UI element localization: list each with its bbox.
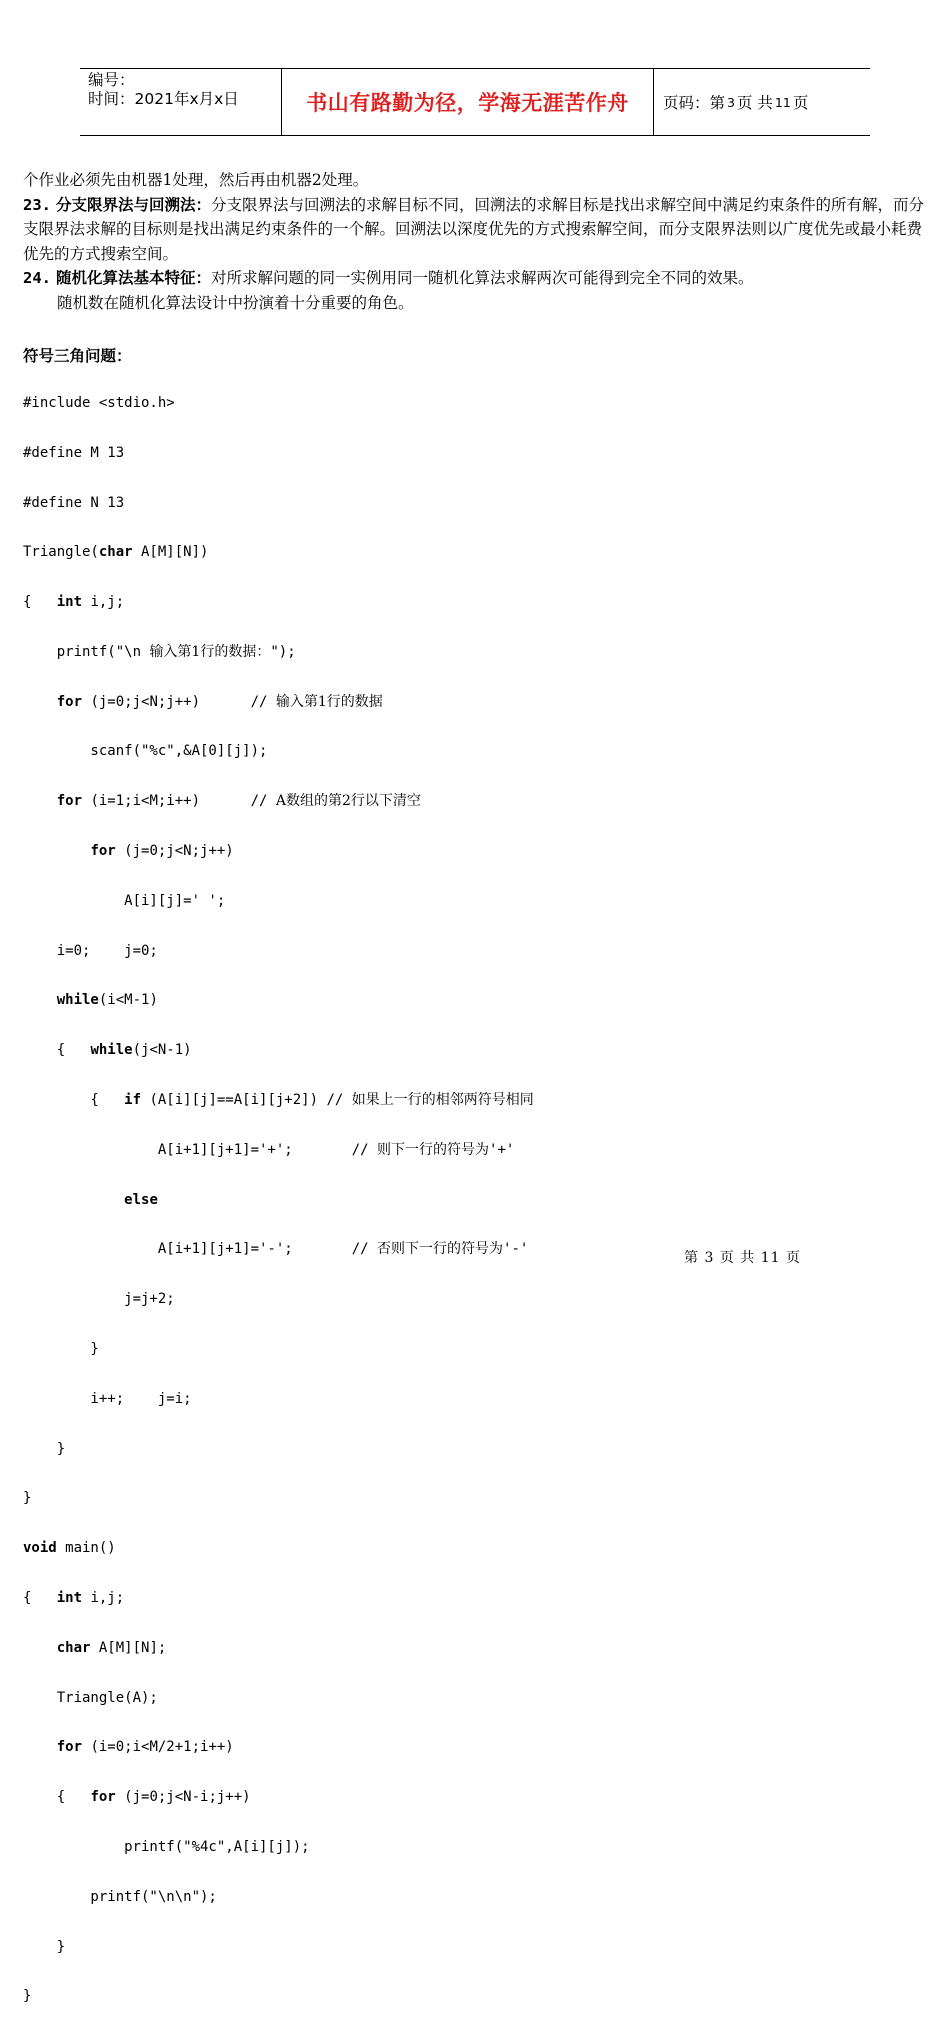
code-text: Triangle( [23,544,99,561]
code-line: j=j+2; [23,1291,175,1308]
page-total: 11 [774,94,791,110]
code-line: #define N 13 [23,494,125,511]
code-keyword: while [90,1042,133,1059]
code-line: #include <stdio.h> [23,394,175,411]
code-keyword: char [98,544,133,561]
code-line [23,590,534,615]
code-keyword: while [56,992,99,1009]
item-23 [23,193,929,267]
code-comment: 否则下一行的符号为 [377,1241,504,1258]
footer-total: 11 [760,1250,781,1266]
code-keyword: int [56,594,83,611]
item-24-term: 随机化算法基本特征： [55,269,211,287]
code-line: printf("\n\n"); [23,1888,217,1905]
code-text [23,843,90,859]
code-comment: 输入第1行的数据 [275,693,383,710]
code-line: printf("%4c",A[i][j]); [23,1839,310,1856]
item-23-text: 分支限界法与回溯法的求解目标不同，回溯法的求解目标是找出求解空间中满足约束条件的所有解，而分支限界法求解的目标则是找出满足约束条件的一个解。回溯法以深度优先的方式搜索解空间，而分支限界法则以广度优先或最小耗费优先的方式搜索空间。 [23,195,924,263]
code-keyword: for [90,1789,116,1806]
code-comment: A数组的第2行以下清空 [275,793,421,810]
footer-prefix: 第 [684,1250,699,1266]
code-keyword: int [56,1590,83,1607]
code-line [23,1188,534,1213]
code-section-title: 符号三角问题： [23,347,132,365]
code-text: "); [270,643,296,660]
code-line: scanf("%c",&A[0][j]); [23,743,268,760]
code-line: i=0; j=0; [23,942,158,959]
code-text: i,j; [82,594,125,611]
code-text: A[M][N]; [90,1639,167,1656]
code-text: main() [56,1540,116,1557]
code-comment: 如果上一行的相邻两符号相同 [351,1092,534,1109]
code-line [23,839,534,864]
code-text [23,694,57,710]
code-keyword: void [23,1540,57,1557]
code-text: (A[i][j]==A[i][j+2]) // [141,1092,352,1109]
code-block [23,366,534,2034]
footer-mid: 页 共 [719,1250,756,1266]
footer-suffix: 页 [786,1250,802,1266]
code-text: A[i+1][j+1]='-'; // [23,1241,378,1258]
footer-current: 3 [704,1250,715,1266]
item-24-number: 24. [23,269,51,287]
code-text: { [23,1789,91,1806]
code-text: (j=0;j<N;j++) [115,843,234,860]
code-keyword: for [56,793,83,810]
body-line-1: 个作业必须先由机器1处理，然后再由机器2处理。 [23,171,369,189]
code-keyword: for [56,1739,83,1756]
code-text: (i=0;i<M/2+1;i++) [82,1739,234,1756]
code-text: { [23,594,57,611]
page-header [80,68,870,136]
code-keyword: char [56,1639,91,1656]
code-keyword: else [124,1191,158,1208]
item-24-text: 对所求解问题的同一实例用同一随机化算法求解两次可能得到完全不同的效果。 [210,269,754,287]
code-keyword: for [56,693,83,710]
code-line [23,1088,534,1113]
code-line [23,988,534,1013]
code-text: printf("\n [23,643,150,660]
code-text [23,992,57,1008]
code-line [23,1586,534,1611]
code-line [23,1785,534,1810]
code-line: A[i][j]=' '; [23,892,226,909]
code-line: Triangle(A); [23,1689,158,1706]
code-text: { [23,1590,57,1607]
code-text: { [23,1042,91,1059]
code-text: (j=0;j<N-i;j++) [115,1789,251,1806]
page-current: 3 [727,94,735,110]
code-text [23,793,57,809]
code-text [23,1739,57,1755]
code-text: (i=1;i<M;i++) // [82,793,276,810]
page-suffix: 页 [792,94,809,112]
page-prefix: 页码：第 [663,94,726,112]
code-line [23,1138,534,1163]
code-line [23,1038,534,1063]
code-cjk-text: 输入第1行的数据： [149,643,271,660]
code-line [23,1237,534,1262]
page-mid: 页 共 [736,94,773,112]
code-comment: 则下一行的符号为 [377,1141,490,1158]
serial-label: 编号： [88,71,135,89]
code-line: } [23,1440,66,1457]
code-text: A[i+1][j+1]='+'; // [23,1141,378,1158]
code-line: } [23,1938,66,1955]
code-line [23,1536,534,1561]
item-24 [23,266,929,291]
code-line [23,1735,534,1760]
code-text: A[M][N]) [132,544,209,561]
code-line: } [23,1341,99,1358]
code-text: (j<N-1) [132,1042,192,1059]
code-line: i++; j=i; [23,1390,192,1407]
code-text [23,1640,57,1656]
code-indent [23,1192,124,1208]
header-page-number [654,69,870,135]
header-motto: 书山有路勤为径，学海无涯苦作舟 [281,69,654,135]
code-line [23,540,534,565]
code-line: #define M 13 [23,444,125,461]
code-line [23,789,534,814]
code-text: (i<M-1) [98,992,158,1009]
code-line [23,640,534,665]
code-text: i,j; [82,1590,125,1607]
code-text: '-' [503,1241,529,1258]
header-meta [80,69,281,135]
item-23-number: 23. [23,195,51,214]
code-line: } [23,1988,32,2005]
item-24-text-2: 随机数在随机化算法设计中扮演着十分重要的角色。 [57,293,414,312]
code-keyword: for [90,843,116,860]
code-line: } [23,1490,32,1507]
code-keyword: if [124,1092,142,1109]
code-line [23,1636,534,1661]
item-23-term: 分支限界法与回溯法： [55,195,211,214]
code-text: { [23,1092,125,1109]
code-text: (j=0;j<N;j++) // [82,693,276,710]
time-label: 时间：2021年x月x日 [88,90,239,108]
document-body [23,168,929,315]
code-text: '+' [489,1141,515,1158]
code-line [23,690,534,715]
page-footer [684,1247,801,1267]
